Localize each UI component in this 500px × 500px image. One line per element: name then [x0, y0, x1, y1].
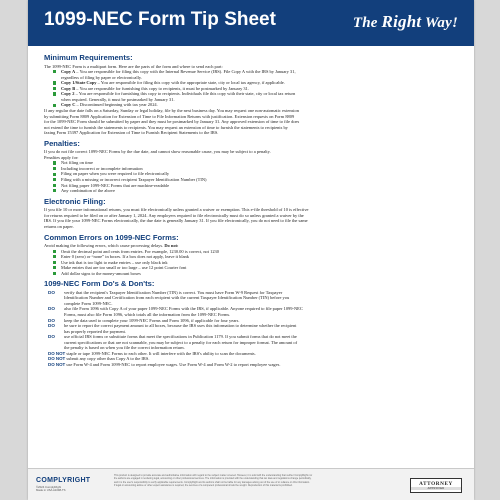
- error-item-text: Make entries that are too small or too large – use 12 point Courier font: [61, 265, 187, 271]
- do-text-line: verify that the recipient's Taxpayer Identification Number (TIN) is correct. You must have Form W-9 Request for Taxpayer: [64, 289, 283, 295]
- copy-label: Copy B: [61, 85, 76, 91]
- do-item: [44, 306, 460, 317]
- do-keyword: DO: [48, 334, 55, 340]
- dos-donts-heading: 1099-NEC Form Do's & Don'ts:: [44, 279, 155, 289]
- do-text-line: keep the data used to complete your 1099-NEC Forms and Form 1096, if applicable for four years.: [64, 317, 240, 323]
- copy-text-continued: when required. Generally, it must be postmarked by January 31.: [61, 96, 175, 102]
- brand-suffix: Way!: [421, 15, 458, 31]
- logo-subtext: [36, 486, 66, 492]
- penalties-intro: [44, 149, 460, 160]
- green-square-bullet-icon: [53, 92, 56, 95]
- electronic-filing-heading: Electronic Filing:: [44, 196, 106, 206]
- error-item-text: Omit the decimal point and cents from entries. For example, 1230.00 is correct, not 1230: [61, 248, 219, 254]
- minimum-extension-text: [44, 108, 460, 136]
- common-errors-heading: Common Errors on 1099-NEC Forms:: [44, 232, 179, 242]
- do-not-keyword: DO NOT: [48, 361, 66, 367]
- green-square-bullet-icon: [53, 167, 56, 170]
- logo-sub-line: ©2024 ComplyRight: [36, 485, 62, 489]
- complyright-logo: COMPLYRIGHT: [36, 477, 91, 484]
- footer: [28, 468, 474, 500]
- green-square-bullet-icon: [53, 261, 56, 264]
- error-item-text: Enter 0 (zero) or “none” in boxes. If a box does not apply, leave it blank: [61, 254, 189, 260]
- paragraph-line: by submitting Form 8809 Application for Extension of Time to File Information Returns with justification. Extension requests on Form 8809: [44, 113, 295, 119]
- paragraph-line: returns on paper.: [44, 223, 74, 229]
- paragraph-line: faxing Form 15397 Application for Extension of Time to Furnish Recipient Statements to the IRS.: [44, 130, 219, 136]
- do-keyword: DO: [48, 289, 55, 295]
- paragraph-line: for returns required to be filed on or after January 1, 2024. Any employers required to file electronically must do so unless granted a waiver by the: [44, 212, 304, 218]
- green-square-bullet-icon: [53, 184, 56, 187]
- brand-word: Right: [381, 12, 422, 31]
- copy-label: Copy 1/State Copy: [61, 80, 97, 86]
- dos-donts-list: [44, 290, 460, 368]
- disclaimer-line: the authors are engaged in rendering legal, accounting or other professional services. The information is provided with the understanding that tax laws and regulations change periodically,: [114, 477, 312, 481]
- penalty-item-text: Including incorrect or incomplete information: [61, 165, 143, 171]
- page-title: 1099-NEC Form Tip Sheet: [44, 9, 276, 30]
- errors-intro-text: Avoid making the following errors, which cause processing delays.: [44, 242, 165, 248]
- do-not-text: submit any copy other than Copy A to the IRS.: [66, 356, 150, 362]
- paragraph-line: for the 1099-NEC Form should be submitted by paper and they must be postmarked by January 31. Any approved extension of time to file does: [44, 119, 300, 125]
- copies-list: [44, 69, 460, 108]
- green-square-bullet-icon: [53, 189, 56, 192]
- copy-text: – You are responsible for furnishing this copy to recipients, it must be postmarked by January 31.: [75, 85, 249, 91]
- do-text-line: has properly reported the payment.: [64, 328, 126, 334]
- paragraph-line: If any regular due date falls on a Saturday, Sunday or legal holiday, file by the next business day. You may request one non-automatic extension: [44, 107, 299, 113]
- copy-label: Copy C: [61, 102, 76, 108]
- copy-text: – You are responsible for filing this copy with the appropriate state, city or local tax agency, if applicable.: [96, 80, 285, 86]
- green-square-bullet-icon: [53, 255, 56, 258]
- disclaimer-line: and it is the user's responsibility to verify applicable requirements. ComplyRight and its authors shall not be liable for any damages arising out of the use of or reliance on this information.: [114, 480, 310, 484]
- do-not-text: staple or tape 1099-NEC Forms to each other. It will interfere with the IRS's ability to scan the documents.: [66, 350, 256, 356]
- penalties-list: [44, 160, 460, 193]
- green-square-bullet-icon: [53, 70, 56, 73]
- header-banner: [28, 0, 474, 46]
- content: [44, 50, 460, 368]
- copy-label: Copy A: [61, 69, 76, 75]
- copy-text: – You are responsible for furnishing this copy to recipients. Individuals file this copy with their state, city or local tax return: [74, 91, 296, 97]
- do-item: [44, 334, 460, 351]
- green-square-bullet-icon: [53, 266, 56, 269]
- disclaimer-line: This product is designed to provide accurate and authoritative information with regard to the subject matter covered. However, it is sold with the understanding that neither ComplyRight nor: [114, 474, 313, 477]
- penalty-item: [44, 188, 460, 194]
- green-square-bullet-icon: [53, 178, 56, 181]
- paragraph-line: IRS. If you file your 1099-NEC Forms electronically, the due date is generally January 31. If you file electronically, you do not need to file the same: [44, 218, 308, 224]
- do-not-item: [44, 362, 460, 368]
- disclaimer-line: If legal or accounting advice or other expert assistance is required, the services of a competent professional should be sought. Reproduction of this material is prohibited.: [114, 483, 293, 487]
- do-text-line: be sure to report the correct payment amount to all boxes, because the IRS uses this information to determine whether the recipient: [64, 323, 297, 329]
- penalty-item-text: Not filing on time: [61, 160, 93, 166]
- green-square-bullet-icon: [53, 161, 56, 164]
- green-square-bullet-icon: [53, 87, 56, 90]
- do-not-text: use Form W-4 and Form 1099-NEC to report employee wages. Use Form W-4 and Form W-2 to report employee wages.: [66, 361, 281, 367]
- common-errors-list: [44, 249, 460, 277]
- do-keyword: DO: [48, 323, 55, 329]
- paragraph-line: Penalties apply for:: [44, 154, 79, 160]
- minimum-intro: The 1099-NEC Form is a multipart form. Here are the parts of the form and where to send each part:: [44, 63, 223, 69]
- do-text-line: use official IRS forms or substitute forms that meet the specifications in Publication 1179. If you submit forms that do not meet the: [64, 334, 297, 340]
- penalty-item-text: Filing with a missing or incorrect recipient Taxpayer Identification Number (TIN): [61, 177, 207, 182]
- logo-sub-line: Made in USA A1098-TS: [36, 488, 66, 493]
- badge-bottom-text: APPROVED: [411, 487, 461, 490]
- do-text-line: Forms, must also file Form 1096, which totals all the information from the 1099-NEC Forms.: [64, 312, 231, 318]
- error-item-text: Use ink that is too light to make entries – use only black ink: [61, 259, 168, 265]
- copy-label: Copy 2: [61, 91, 75, 97]
- copy-text: – You are responsible for filing this copy with the Internal Revenue Service (IRS). File Copy A with the IRS by January 31,: [75, 69, 296, 75]
- copy-item: [44, 91, 460, 102]
- paragraph-line: If you do not file correct 1099-NEC Forms by the due date, and cannot show reasonable cause, you may be subject to a penalty.: [44, 149, 271, 155]
- green-square-bullet-icon: [53, 250, 56, 253]
- penalties-heading: Penalties:: [44, 138, 80, 148]
- paragraph-line: not extend the time to furnish the statements to recipients. You may request an extension of time to furnish the statements to recipients by: [44, 124, 288, 130]
- paragraph-line: If you file 10 or more informational returns, you must file electronically unless granted a waiver or exemption. This e-file threshold of 10 is effective: [44, 207, 309, 213]
- copy-item: [44, 102, 460, 108]
- do-text-line: also file Form 1096 with Copy A of your paper 1099-NEC Forms with the IRS, if applicable. Anyone required to file paper 1099-NEC: [64, 306, 303, 312]
- do-item: [44, 290, 460, 307]
- penalty-item-text: Filing on paper when you were required to file electronically: [61, 171, 170, 177]
- error-item: [44, 271, 460, 277]
- green-square-bullet-icon: [53, 104, 56, 107]
- penalty-item-text: Not filing paper 1099-NEC Forms that are machine-readable: [61, 182, 170, 188]
- error-item-text: Add dollar signs to the money-amount boxes: [61, 270, 141, 276]
- electronic-filing-text: [44, 207, 460, 229]
- errors-intro-bold: Do not:: [164, 242, 179, 248]
- copy-text-continued: regardless of filing by paper or electronically.: [61, 74, 142, 80]
- green-square-bullet-icon: [53, 272, 56, 275]
- do-keyword: DO: [48, 317, 55, 323]
- tip-sheet-page: [28, 0, 474, 500]
- do-not-keyword: DO NOT: [48, 356, 66, 362]
- do-text-line: current specifications or that are not scannable, you may be subject to a penalty for each return for improper format. The amount of: [64, 339, 298, 345]
- do-text-line: complete Form 1099-NEC.: [64, 300, 113, 306]
- brand-prefix: The: [352, 15, 382, 31]
- do-keyword: DO: [48, 306, 55, 312]
- brand-tagline: [353, 12, 458, 32]
- disclaimer: [114, 474, 404, 487]
- do-text-line: Identification Number and Certification from each recipient with the current Taxpayer Identification Number (TIN) before you: [64, 295, 290, 301]
- attorney-approved-badge: [410, 478, 462, 493]
- do-not-keyword: DO NOT: [48, 350, 66, 356]
- green-square-bullet-icon: [53, 81, 56, 84]
- do-item: [44, 323, 460, 334]
- copy-text: – Discontinued beginning with tax year 2024.: [75, 102, 158, 108]
- minimum-requirements-heading: Minimum Requirements:: [44, 53, 133, 63]
- do-text-line: the penalty is based on when you file the correct information return.: [64, 345, 185, 351]
- green-square-bullet-icon: [53, 173, 56, 176]
- penalty-item-text: Any combination of the above: [61, 188, 115, 194]
- badge-top-text: ATTORNEY: [419, 480, 453, 487]
- copy-item: [44, 69, 460, 80]
